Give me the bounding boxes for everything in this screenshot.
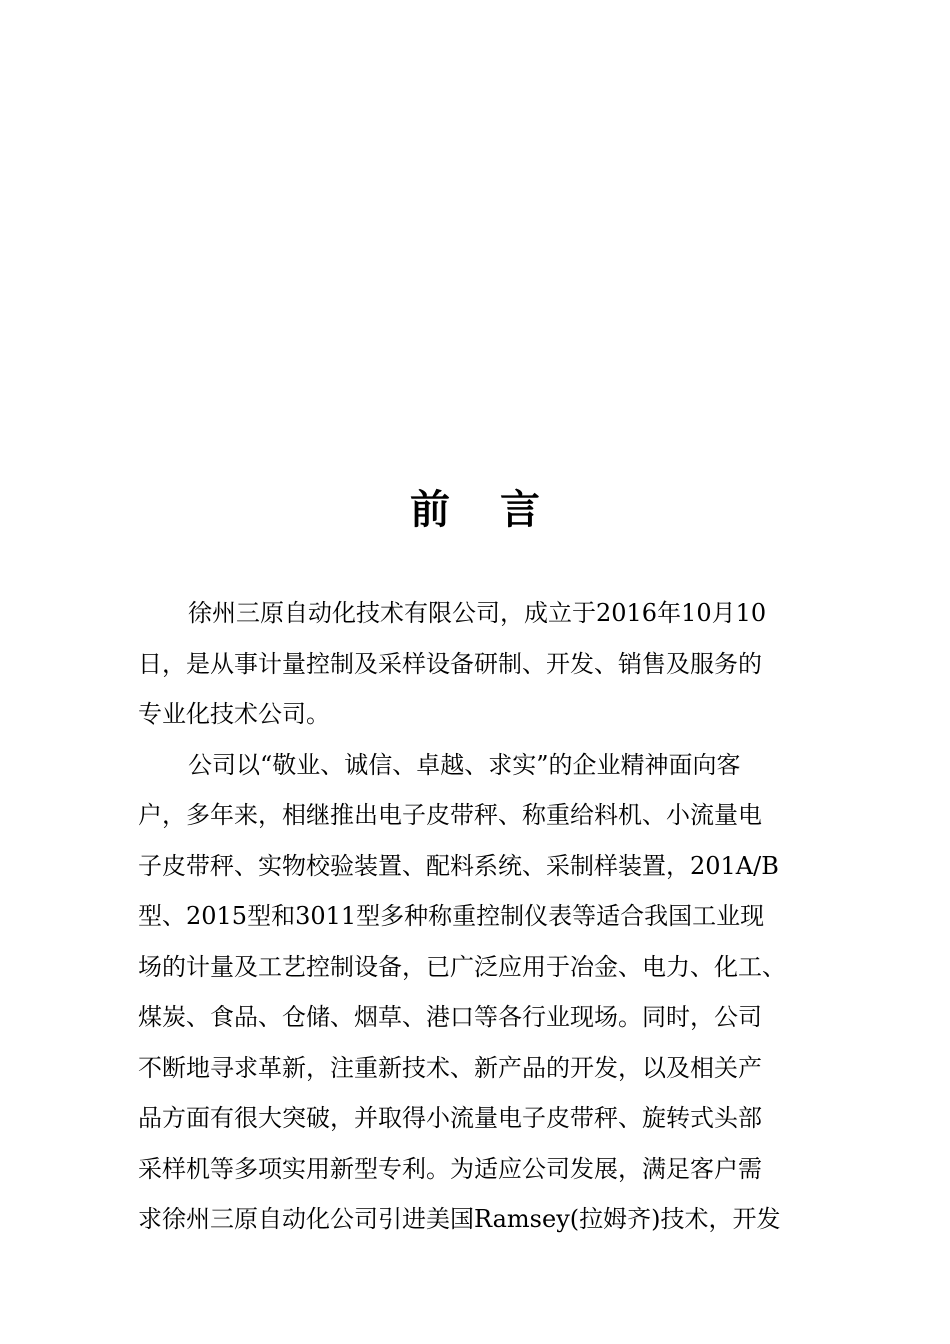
page-title bbox=[0, 484, 950, 536]
paragraph-2-line-3: 子皮带秤、实物校验装置、配料系统、采制样装置，201A/B bbox=[138, 851, 779, 880]
paragraph-2-line-5: 场的计量及工艺控制设备，已广泛应用于冶金、电力、化工、 bbox=[138, 952, 786, 981]
paragraph-2-line-2: 户，多年来，相继推出电子皮带秤、称重给料机、小流量电 bbox=[138, 801, 762, 829]
paragraph-1-line-3: 专业化技术公司。 bbox=[138, 700, 330, 728]
paragraph-2-line-6: 煤炭、食品、仓储、烟草、港口等各行业现场。同时，公司 bbox=[138, 1003, 762, 1031]
paragraph-1-line-1: 徐州三原自动化技术有限公司，成立于2016年10月10 bbox=[188, 599, 767, 627]
paragraph-2-line-4: 型、2015型和3011型多种称重控制仪表等适合我国工业现 bbox=[138, 902, 765, 930]
paragraph-2-line-1: 公司以“敬业、诚信、卓越、求实”的企业精神面向客 bbox=[188, 750, 741, 779]
paragraph-2-line-9: 采样机等多项实用新型专利。为适应公司发展，满足客户需 bbox=[138, 1154, 762, 1183]
preface-body bbox=[138, 588, 818, 1245]
title-char-1: 前 bbox=[410, 487, 450, 533]
paragraph-1-line-2: 日，是从事计量控制及采样设备研制、开发、销售及服务的 bbox=[138, 649, 762, 678]
paragraph-2-line-8: 品方面有很大突破，并取得小流量电子皮带秤、旋转式头部 bbox=[138, 1104, 762, 1132]
paragraph-2-line-7: 不断地寻求革新，注重新技术、新产品的开发，以及相关产 bbox=[138, 1053, 762, 1082]
paragraph-2-line-10: 求徐州三原自动化公司引进美国Ramsey(拉姆齐)技术，开发 bbox=[138, 1205, 781, 1233]
title-char-2: 言 bbox=[500, 487, 540, 533]
